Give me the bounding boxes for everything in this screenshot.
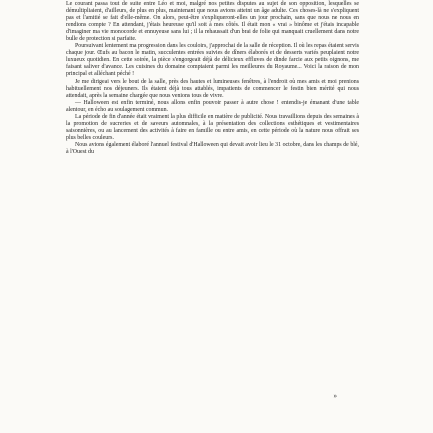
paragraph: Nous avions également élaboré l'annuel festival d'Halloween qui devait avoir lieu le 31 octobre, dans les champs de blé, à l'Ouest du — [66, 141, 359, 155]
paragraph: La période de fin d'année était vraiment la plus difficile en matière de publicité. Nous travaillions depuis des semaines à la promotion de sucreries et de saveurs automnales, à la présentation des collections esthétiques et vestimentaires saisonnières, ou au lancement des activités à faire en famille ou entre amis, en cette période où la nature nous offrait ses plus belles couleurs. — [66, 113, 359, 141]
paragraph: Le courant passa tout de suite entre Léo et moi, malgré nos petites disputes au sujet de son opposition, lesquelles se démultipliaient, d'ailleurs, de plus en plus, maintenant que nous avions atteint un âge adulte. Ces choses-là ne s'expliquent pas et l'amitié se fait d'elle-même. On alors, peut-être s'expliqueront-elles un jour prochain, sans que nous ne nous en rendions compte ? En attendant, j'étais heureuse qu'il soit à mes côtés. Il était mon « vrai » binôme et j'étais incapable d'imaginer ma vie monocorde et ennuyeuse sans lui ; il la rehaussait d'un brai de folie qui manquait cruellement dans notre bulle de protection si parfaite. — [66, 1, 359, 43]
dialogue-line: — Halloween est enfin terminé, nous allons enfin pouvoir passer à autre chose ! entendis-je émanant d'une table alentour, en écho au soulagement commun. — [66, 99, 359, 113]
paragraph: Poursuivant lentement ma progression dans les couloirs, j'approchai de la salle de réception. Il où les repas étaient servis chaque jour. Œufs au bacon le matin, succulentes entrées suivies de dîners élaborés et de desserts variés peuplaient notre luxueux quotidien. En cette soirée, la pièce s'engorgeait déjà de délicieux effluves de dinde farcie aux petits oignons, me faisant saliver d'avance. Les cuisines du domaine comptaient parmi les meilleures du Royaume... Voici la raison de mon principal et alléchant péché ! — [66, 43, 359, 78]
body-text — [66, 1, 359, 156]
continuation-mark: » — [333, 392, 337, 400]
paragraph: Je me dirigeai vers le bout de la salle, près des hautes et lumineuses fenêtres, à l'endroit où mes amis et moi prenions habituellement nos déjeuners. Ils étaient déjà tous attablés, impatients de commencer le festin bien mérité qui nous attendait, après la semaine chargée que nous venions tous de vivre. — [66, 78, 359, 99]
